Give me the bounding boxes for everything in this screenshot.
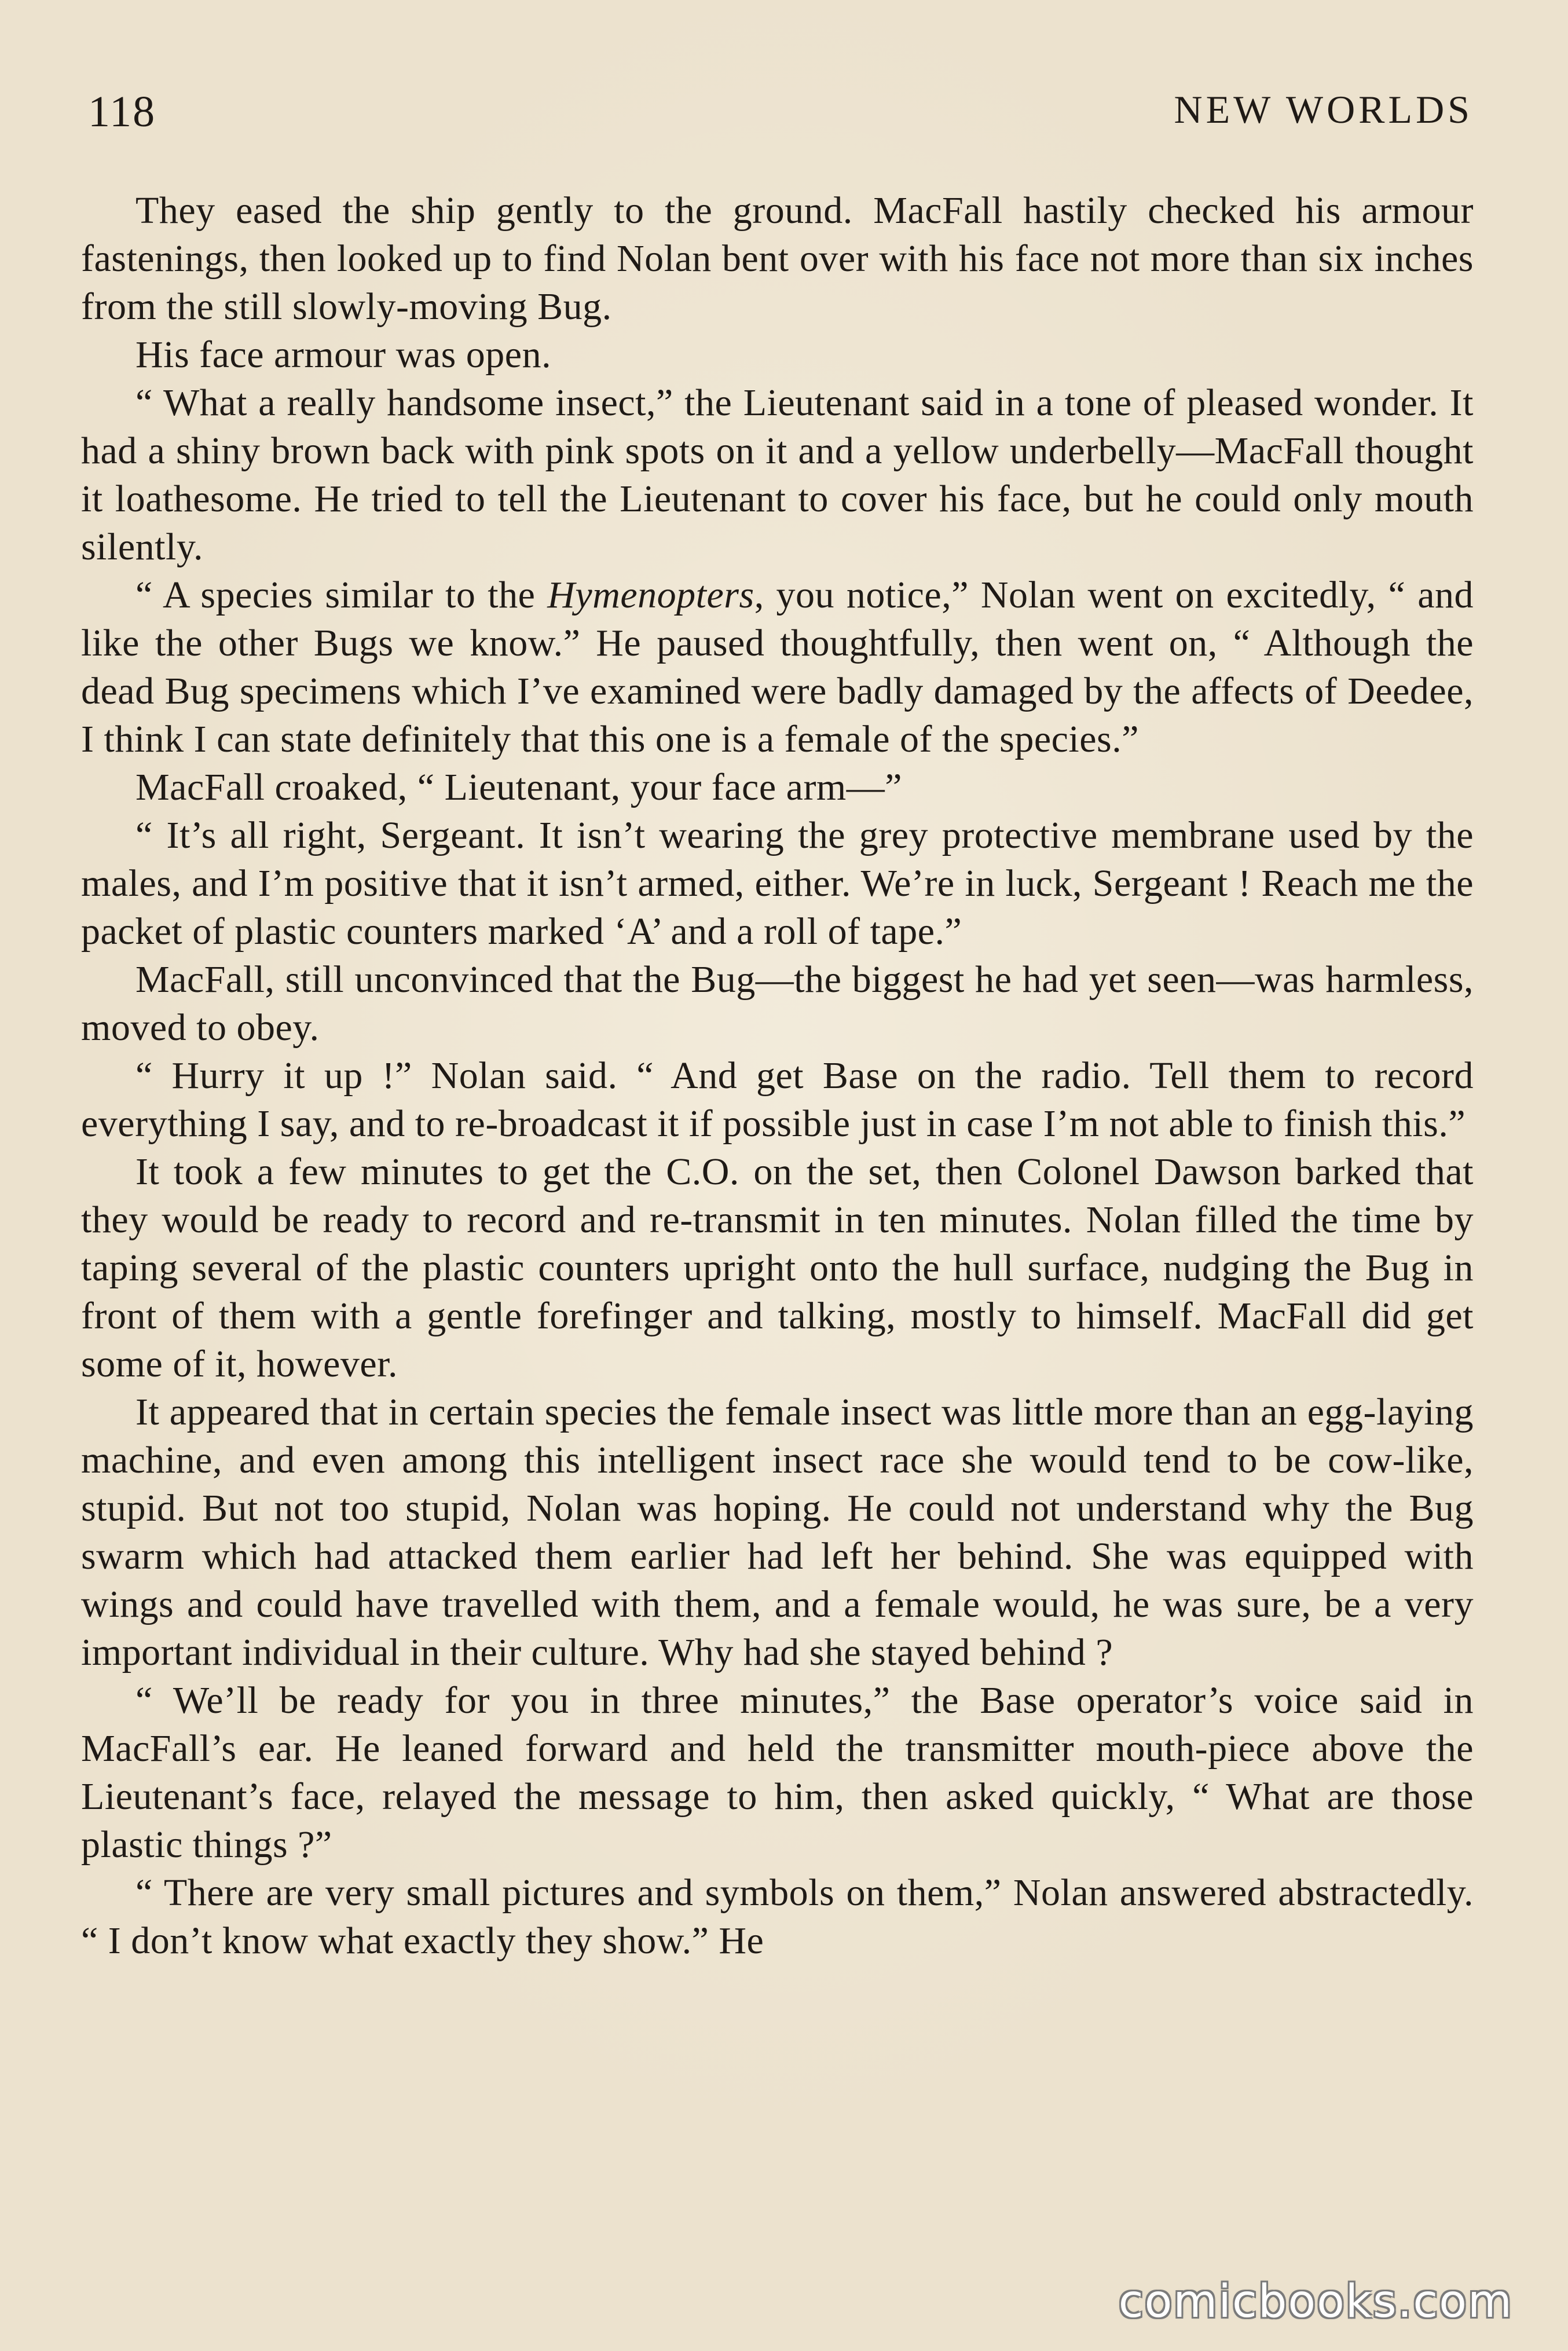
body-text	[81, 186, 1474, 1965]
paragraph: “ There are very small pictures and symbols on them,” Nolan answered abstractedly. “ I don’t know what exactly they show.” He	[81, 1872, 1474, 1962]
paragraph: “ Hurry it up !” Nolan said. “ And get Base on the radio. Tell them to record everything I say, and to re-broadcast it if possible just in case I’m not able to finish this.”	[81, 1054, 1474, 1145]
paragraph: “ What a really handsome insect,” the Lieutenant said in a tone of pleased wonder. It had a shiny brown back with pink spots on it and a yellow underbelly—MacFall thought it loathesome. He tried to tell the Lieutenant to cover his face, but he could only mouth silently.	[81, 382, 1474, 568]
running-head: NEW WORLDS	[1174, 87, 1473, 131]
paragraph: His face armour was open.	[135, 334, 552, 376]
page-header	[88, 87, 1473, 151]
paragraph: “ We’ll be ready for you in three minutes,” the Base operator’s voice said in MacFall’s ear. He leaned forward and held the transmitter mouth-piece above the Lieutenant’s face, relayed the message to him, then asked quickly, “ What are those plastic things ?”	[81, 1679, 1474, 1866]
watermark: comicbooks.com	[1118, 2276, 1513, 2328]
paragraph: MacFall, still unconvinced that the Bug—the biggest he had yet seen—was harmless, moved to obey.	[81, 958, 1474, 1049]
paragraph: It took a few minutes to get the C.O. on the set, then Colonel Dawson barked that they would be ready to record and re-transmit in ten minutes. Nolan filled the time by taping several of the plastic counters upright onto the hull surface, nudging the Bug in front of them with a gentle forefinger and talking, mostly to himself. MacFall did get some of it, however.	[81, 1151, 1474, 1385]
paragraph: It appeared that in certain species the female insect was little more than an egg-laying machine, and even among this intelligent insect race she would tend to be cow-like, stupid. But not too stupid, Nolan was hoping. He could not understand why the Bug swarm which had attacked them earlier had left her behind. She was equipped with wings and could have travelled with them, and a female would, he was sure, be a very important individual in their culture. Why had she stayed behind ?	[81, 1391, 1474, 1673]
paragraph: MacFall croaked, “ Lieutenant, your face arm—”	[135, 766, 903, 808]
paragraph: They eased the ship gently to the ground. MacFall hastily checked his armour fastenings, then looked up to find Nolan bent over with his face not more than six inches from the still slowly-moving Bug.	[81, 189, 1474, 328]
paragraph: “ It’s all right, Sergeant. It isn’t wearing the grey protective membrane used by the males, and I’m positive that it isn’t armed, either. We’re in luck, Sergeant ! Reach me the packet of plastic counters marked ‘A’ and a roll of tape.”	[81, 814, 1474, 953]
paragraph: “ A species similar to the Hymenopters, you notice,” Nolan went on excitedly, “ and like the other Bugs we know.” He paused thoughtfully, then went on, “ Although the dead Bug specimens which I’ve examined were badly damaged by the affects of Deedee, I think I can state definitely that this one is a female of the species.”	[81, 574, 1474, 760]
italic-term: Hymenopters	[547, 574, 754, 616]
page-number: 118	[88, 87, 156, 136]
